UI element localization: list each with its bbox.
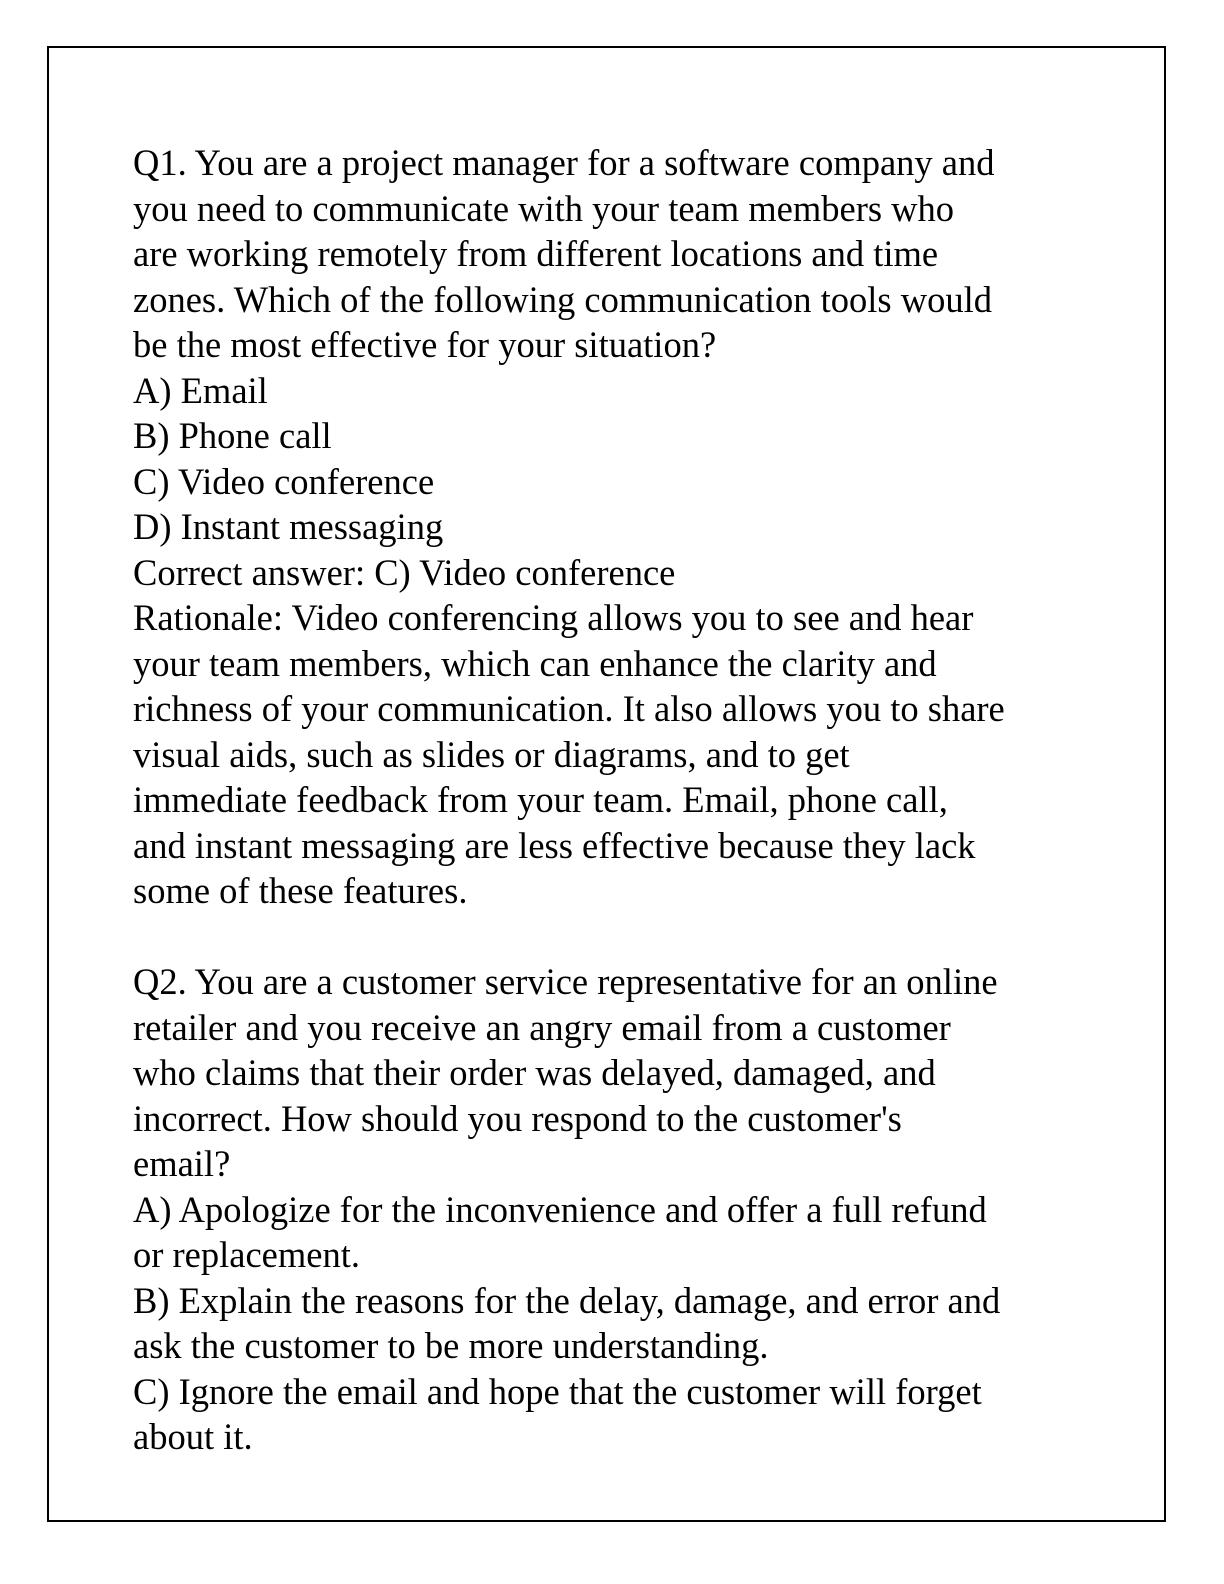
document-body <box>133 140 1133 1460</box>
option-line: B) Explain the reasons for the delay, damage, and error and <box>133 1279 1001 1321</box>
question-stem-line: incorrect. How should you respond to the customer's <box>133 1097 902 1139</box>
option-line: C) Ignore the email and hope that the customer will forget <box>133 1370 982 1412</box>
rationale-line: your team members, which can enhance the clarity and <box>133 642 937 684</box>
rationale-line: richness of your communication. It also allows you to share <box>133 688 1005 729</box>
question-1-stem <box>133 140 1133 368</box>
correct-answer: Correct answer: C) Video conference <box>133 551 676 593</box>
question-stem-line: email? <box>133 1143 231 1184</box>
question-stem-line: are working remotely from different locations and time <box>133 233 939 274</box>
rationale-line: Rationale: Video conferencing allows you to see and hear <box>133 597 974 638</box>
option-c: C) Video conference <box>133 460 435 502</box>
question-stem-line: who claims that their order was delayed, damaged, and <box>133 1052 936 1093</box>
rationale-line: visual aids, such as slides or diagrams, and to get <box>133 733 850 775</box>
question-stem-line: retailer and you receive an angry email from a customer <box>133 1006 951 1048</box>
option-line: ask the customer to be more understanding. <box>133 1325 769 1366</box>
option-a <box>133 1187 1133 1278</box>
question-stem-line: Q1. You are a project manager for a software company and <box>133 142 995 183</box>
option-d: D) Instant messaging <box>133 506 444 547</box>
rationale-line: and instant messaging are less effective because they lack <box>133 824 976 866</box>
rationale <box>133 595 1133 914</box>
option-line: or replacement. <box>133 1234 360 1275</box>
option-line: A) Apologize for the inconvenience and offer a full refund <box>133 1188 987 1230</box>
option-b: B) Phone call <box>133 415 332 456</box>
question-stem-line: zones. Which of the following communication tools would <box>133 278 992 320</box>
question-1 <box>133 140 1133 914</box>
rationale-line: immediate feedback from your team. Email, phone call, <box>133 779 948 820</box>
question-stem-line: be the most effective for your situation? <box>133 324 717 365</box>
question-stem-line: Q2. You are a customer service representative for an online <box>133 961 998 1002</box>
question-1-options <box>133 368 1133 550</box>
option-b <box>133 1278 1133 1369</box>
option-a: A) Email <box>133 369 268 411</box>
option-line: about it. <box>133 1416 253 1457</box>
option-c <box>133 1369 1133 1460</box>
question-2 <box>133 959 1133 1460</box>
paragraph-spacer <box>133 914 1133 960</box>
question-2-stem <box>133 959 1133 1187</box>
question-2-options <box>133 1187 1133 1460</box>
question-stem-line: you need to communicate with your team members who <box>133 187 955 229</box>
rationale-line: some of these features. <box>133 870 468 911</box>
